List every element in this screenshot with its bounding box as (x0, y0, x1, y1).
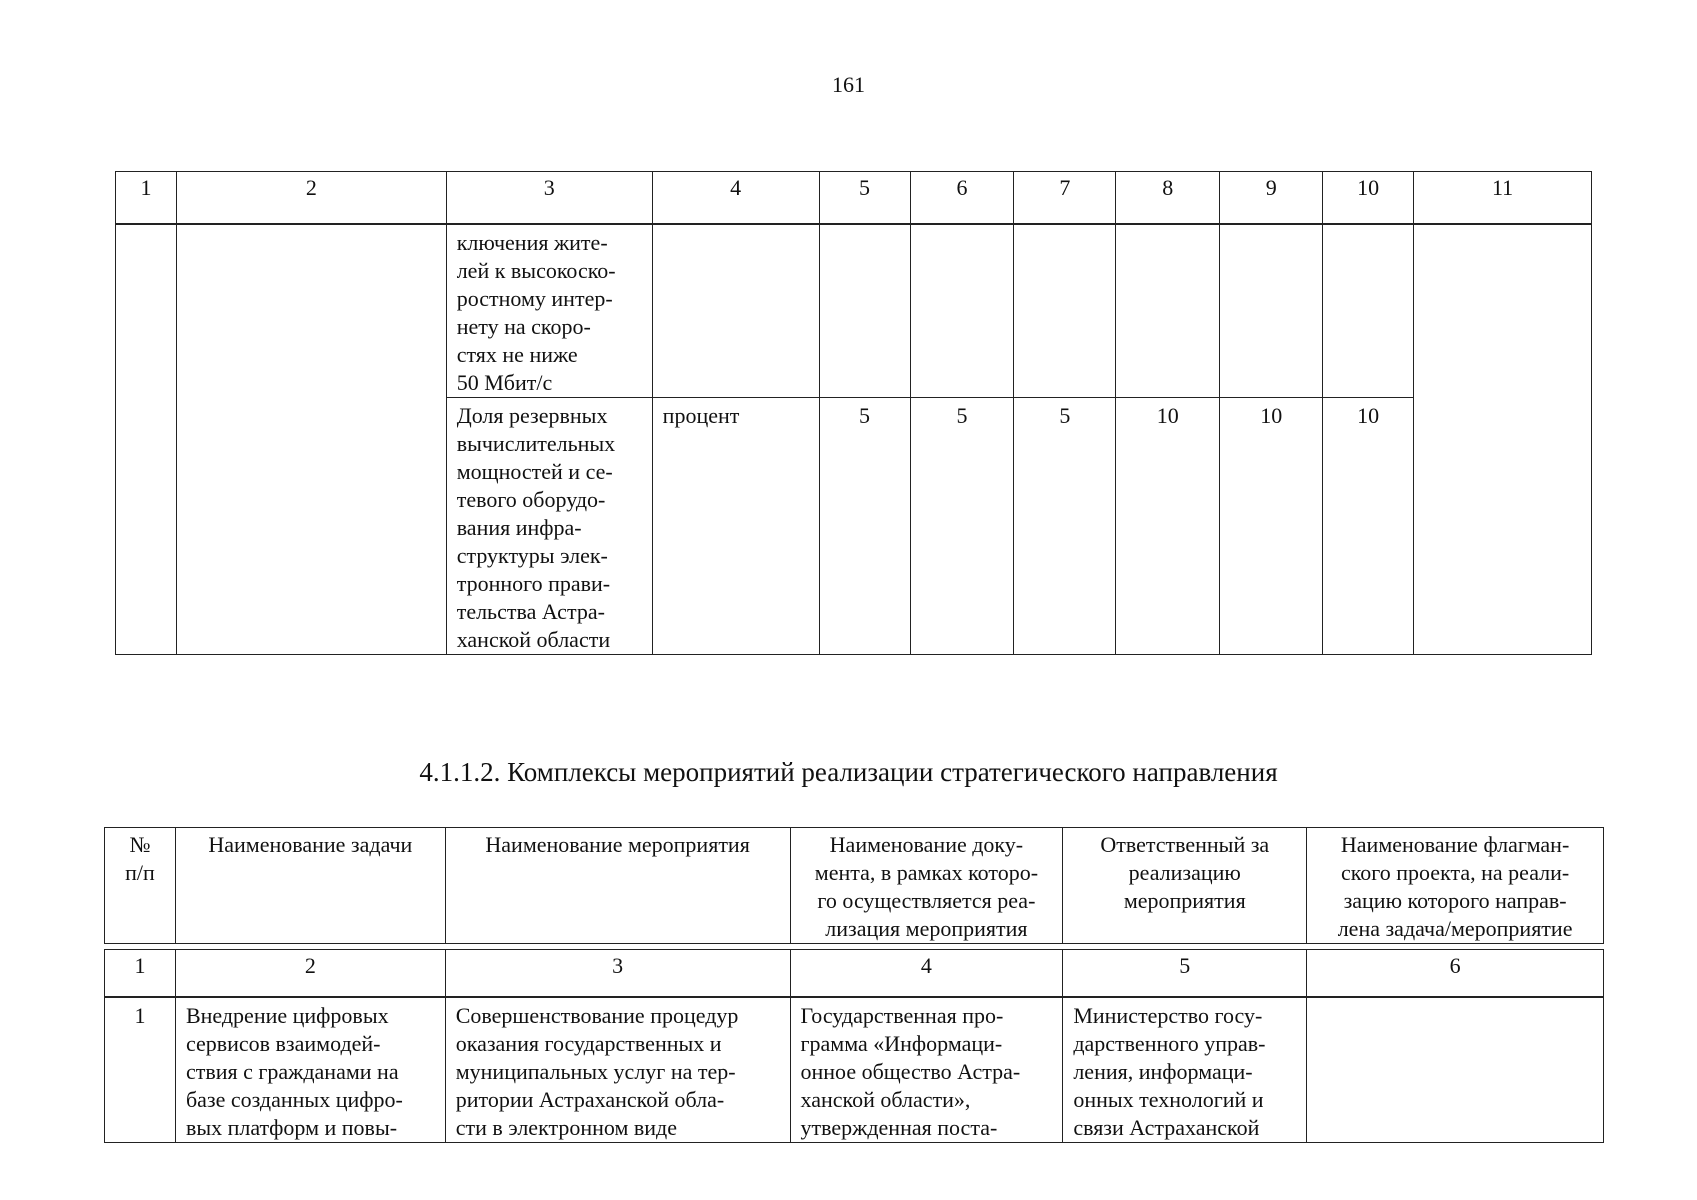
table-header-row (116, 172, 1592, 225)
text-line: Наименование флагман- (1340, 832, 1570, 857)
table-cell (116, 224, 177, 655)
text-line: ления, информаци- (1073, 1059, 1253, 1084)
measure-cell (445, 997, 790, 1143)
col-index: 4 (790, 950, 1063, 998)
col-header: 5 (819, 172, 910, 225)
text-line: мероприятия (1123, 888, 1246, 913)
col-header: 1 (116, 172, 177, 225)
text-line: мощностей и се- (456, 459, 613, 484)
column-index-row (105, 950, 1604, 998)
col-index: 3 (445, 950, 790, 998)
text-line: лизация мероприятия (825, 916, 1028, 941)
text-line: оказания государственных и (455, 1031, 722, 1056)
text-line: вых платформ и повы- (185, 1115, 398, 1140)
measures-table (104, 827, 1604, 1143)
indicators-table (115, 171, 1592, 655)
col-header: 11 (1414, 172, 1592, 225)
value-cell: 10 (1116, 398, 1220, 655)
text-line: № (129, 832, 151, 857)
col-index: 6 (1307, 950, 1604, 998)
value-cell: 5 (1014, 398, 1116, 655)
text-line: сти в электронном виде (455, 1115, 678, 1140)
text-line: ствия с гражданами на (185, 1059, 399, 1084)
text-line: ханской области», (800, 1087, 971, 1112)
text-line: тельства Астра- (456, 599, 605, 624)
section-title: 4.1.1.2. Комплексы мероприятий реализации стратегического направления (419, 757, 1278, 787)
text-line: ханской области (456, 627, 611, 652)
text-line: го осуществляется реа- (817, 888, 1036, 913)
text-line: нету на скоро- (456, 314, 591, 339)
col-header: 10 (1323, 172, 1414, 225)
col-header (445, 828, 790, 944)
col-header (1063, 828, 1307, 944)
table-header-row (105, 828, 1604, 944)
text-line: тевого оборудо- (456, 487, 606, 512)
indicator-cell (446, 398, 652, 655)
indicator-cell (446, 224, 652, 398)
col-header: 8 (1116, 172, 1220, 225)
row-number: 1 (105, 997, 176, 1143)
text-line: муниципальных услуг на тер- (455, 1059, 736, 1084)
col-index: 1 (105, 950, 176, 998)
value-cell: 5 (819, 398, 910, 655)
value-cell: 5 (910, 398, 1014, 655)
table-cell (176, 224, 446, 655)
text-line: онных технологий и (1073, 1087, 1264, 1112)
text-line: мента, в рамках которо- (814, 860, 1039, 885)
table-cell (1014, 224, 1116, 398)
text-line: ростному интер- (456, 286, 613, 311)
task-cell (175, 997, 445, 1143)
table-cell (1323, 224, 1414, 398)
text-line: лей к высокоско- (456, 258, 616, 283)
text-line: грамма «Информаци- (800, 1031, 1003, 1056)
text-line: лена задача/мероприятие (1337, 916, 1573, 941)
page-number: 161 (832, 72, 865, 97)
text-line: Государственная про- (800, 1003, 1004, 1028)
col-header: 7 (1014, 172, 1116, 225)
document-cell (790, 997, 1063, 1143)
text-line: 50 Мбит/с (456, 370, 553, 395)
col-index: 2 (175, 950, 445, 998)
table-cell (1414, 224, 1592, 655)
col-header (105, 828, 176, 944)
col-header: 9 (1220, 172, 1323, 225)
table-row (116, 224, 1592, 398)
text-line: Ответственный за (1100, 832, 1270, 857)
table-cell (819, 224, 910, 398)
text-line: п/п (125, 860, 155, 885)
text-line: базе созданных цифро- (185, 1087, 403, 1112)
text-line: дарственного управ- (1073, 1031, 1266, 1056)
text-line: сервисов взаимодей- (185, 1031, 381, 1056)
text-line: Наименование доку- (829, 832, 1024, 857)
text-line: Министерство госу- (1073, 1003, 1263, 1028)
text-line: Наименование задачи (208, 832, 413, 857)
text-line: ключения жите- (456, 230, 608, 255)
text-line: тронного прави- (456, 571, 611, 596)
text-line: Наименование мероприятия (485, 832, 750, 857)
col-header (790, 828, 1063, 944)
value-cell: 10 (1220, 398, 1323, 655)
responsible-cell (1063, 997, 1307, 1143)
flagship-cell (1307, 997, 1604, 1143)
text-line: вания инфра- (456, 515, 582, 540)
col-header: 3 (446, 172, 652, 225)
table-cell (910, 224, 1014, 398)
text-line: ритории Астраханской обла- (455, 1087, 725, 1112)
table-cell (1116, 224, 1220, 398)
text-line: связи Астраханской (1073, 1115, 1260, 1140)
text-line: Внедрение цифровых (185, 1003, 389, 1028)
text-line: ского проекта, на реали- (1340, 860, 1570, 885)
unit-cell: процент (652, 398, 819, 655)
col-header: 4 (652, 172, 819, 225)
table-cell (1220, 224, 1323, 398)
col-header (1307, 828, 1604, 944)
text-line: зацию которого направ- (1343, 888, 1567, 913)
text-line: стях не ниже (456, 342, 578, 367)
text-line: реализацию (1128, 860, 1241, 885)
text-line: утвержденная поста- (800, 1115, 998, 1140)
text-line: Совершенствование процедур (455, 1003, 739, 1028)
text-line: онное общество Астра- (800, 1059, 1021, 1084)
text-line: вычислительных (456, 431, 616, 456)
text-line: Доля резервных (456, 403, 608, 428)
table-row (105, 997, 1604, 1143)
col-header: 6 (910, 172, 1014, 225)
table-cell (652, 224, 819, 398)
text-line: структуры элек- (456, 543, 608, 568)
col-index: 5 (1063, 950, 1307, 998)
value-cell: 10 (1323, 398, 1414, 655)
col-header: 2 (176, 172, 446, 225)
col-header (175, 828, 445, 944)
